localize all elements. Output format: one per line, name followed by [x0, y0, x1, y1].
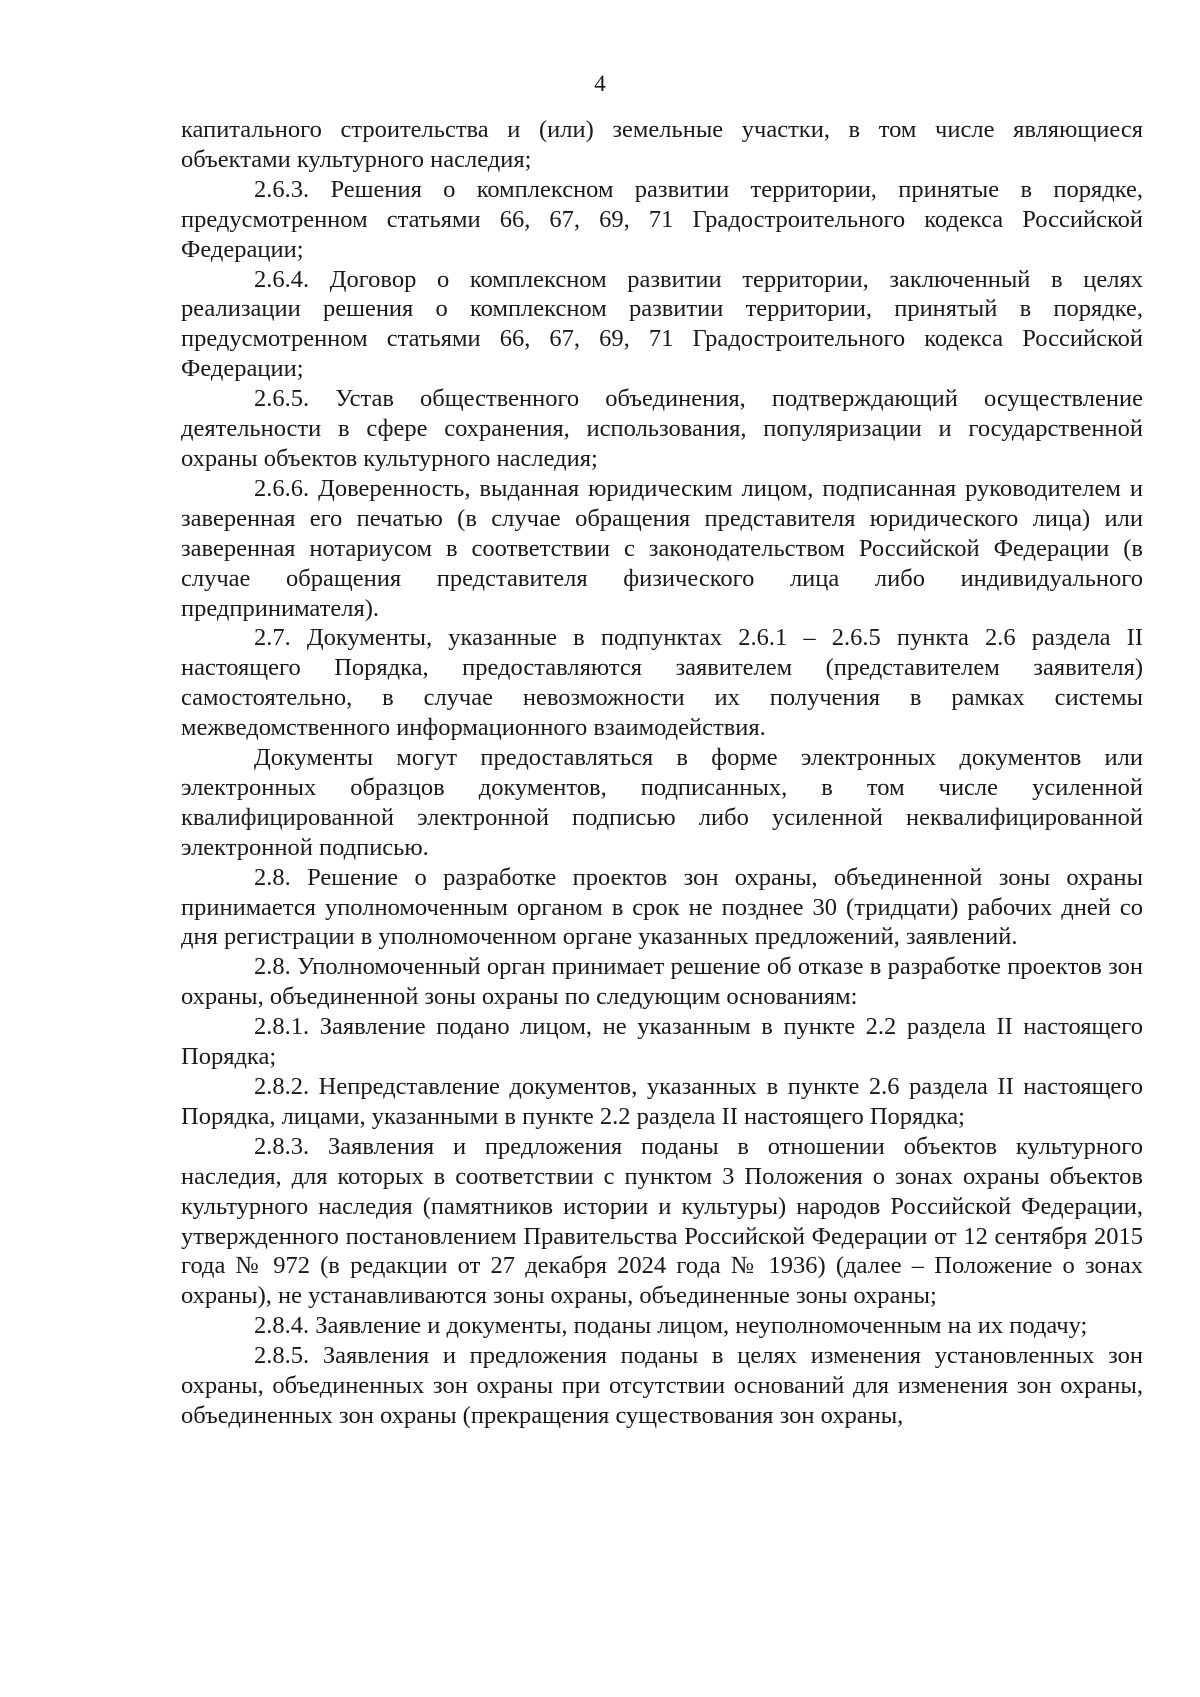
- paragraph-2-8-decision: 2.8. Решение о разработке проектов зон охраны, объединенной зоны охраны принимается уполномоченным органом в срок не позднее 30 (тридцати) рабочих дней со дня регистрации в уполномоченном органе указанных предложений, заявлений.: [181, 863, 1143, 951]
- paragraph-2-8-refusal: 2.8. Уполномоченный орган принимает решение об отказе в разработке проектов зон охраны, объединенной зоны охраны по следующим основаниям:: [181, 953, 1143, 1011]
- paragraph-2-6-5: 2.6.5. Устав общественного объединения, подтверждающий осуществление деятельности в сфере сохранения, использования, популяризации и государственной охраны объектов культурного наследия;: [181, 385, 1143, 472]
- paragraph-2-6-4: 2.6.4. Договор о комплексном развитии территории, заключенный в целях реализации решения о комплексном развитии территории, принятый в порядке, предусмотренном статьями 66, 67, 69, 71 Градостроительного кодекса Российской Федерации;: [181, 265, 1143, 383]
- paragraph-2-7-electronic: Документы могут предоставляться в форме электронных документов или электронных образцов документов, подписанных, в том числе усиленной квалифицированной электронной подписью либо усиленной неквалифицированной электронной подписью.: [181, 744, 1143, 861]
- paragraph-2-7: 2.7. Документы, указанные в подпунктах 2.6.1 – 2.6.5 пункта 2.6 раздела II настоящего Порядка, предоставляются заявителем (представителем заявителя) самостоятельно, в случае невозможности их получения в рамках системы межведомственного информационного взаимодействия.: [181, 624, 1143, 742]
- paragraph-2-8-5: 2.8.5. Заявления и предложения поданы в целях изменения установленных зон охраны, объединенных зон охраны при отсутствии оснований для изменения зон охраны, объединенных зон охраны (прекращения существования зон охраны,: [181, 1342, 1143, 1429]
- document-body: [181, 115, 1143, 1431]
- paragraph-2-8-1: 2.8.1. Заявление подано лицом, не указанным в пункте 2.2 раздела II настоящего Порядка;: [181, 1013, 1143, 1071]
- paragraph-2-8-2: 2.8.2. Непредставление документов, указанных в пункте 2.6 раздела II настоящего Порядка, лицами, указанными в пункте 2.2 раздела II настоящего Порядка;: [181, 1073, 1143, 1130]
- page-number: 4: [594, 71, 606, 96]
- paragraph-2-8-4: 2.8.4. Заявление и документы, поданы лицом, неуполномоченным на их подачу;: [254, 1312, 1088, 1340]
- paragraph-continuation: капитального строительства и (или) земельные участки, в том числе являющиеся объектами культурного наследия;: [181, 116, 1143, 173]
- paragraph-2-6-6: 2.6.6. Доверенность, выданная юридическим лицом, подписанная руководителем и заверенная его печатью (в случае обращения представителя юридического лица) или заверенная нотариусом в соответствии с законодательством Российской Федерации (в случае обращения представителя физического лица либо индивидуального предпринимателя).: [181, 474, 1143, 622]
- paragraph-2-6-3: 2.6.3. Решения о комплексном развитии территории, принятые в порядке, предусмотренном статьями 66, 67, 69, 71 Градостроительного кодекса Российской Федерации;: [181, 175, 1143, 263]
- paragraph-2-8-3: 2.8.3. Заявления и предложения поданы в отношении объектов культурного наследия, для которых в соответствии с пунктом 3 Положения о зонах охраны объектов культурного наследия (памятников истории и культуры) народов Российской Федерации, утвержденного постановлением Правительства Российской Федерации от 12 сентября 2015 года № 972 (в редакции от 27 декабря 2024 года № 1936) (далее – Положение о зонах охраны), не устанавливаются зоны охраны, объединенные зоны охраны;: [181, 1132, 1143, 1310]
